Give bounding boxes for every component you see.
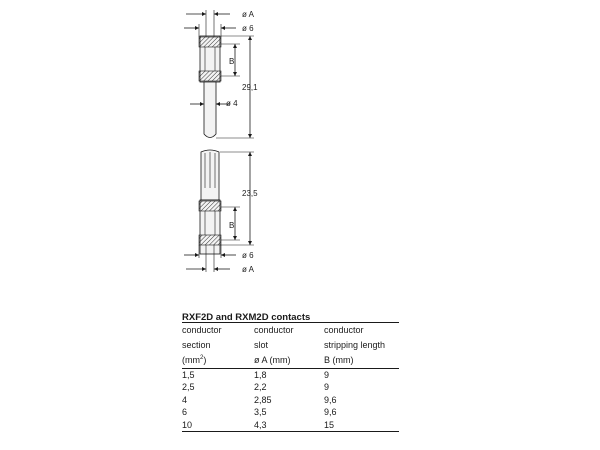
cell: 2,5 bbox=[182, 382, 195, 393]
header-cell: ø A (mm) bbox=[254, 353, 324, 369]
bottom-collar bbox=[199, 71, 221, 81]
header-row bbox=[182, 323, 399, 339]
header-cell: conductor bbox=[182, 323, 254, 339]
dim-male-b: B bbox=[229, 57, 235, 66]
dim-male-length: 29,1 bbox=[242, 83, 258, 92]
cell: 1,5 bbox=[182, 370, 195, 380]
dim-female-length: 23,5 bbox=[242, 189, 258, 198]
cell: 3,5 bbox=[254, 407, 267, 418]
female-contact bbox=[199, 150, 221, 254]
cell: 9,6 bbox=[324, 394, 337, 405]
socket-top-collar bbox=[199, 201, 221, 211]
header-row bbox=[182, 353, 399, 369]
header-cell: stripping length bbox=[324, 340, 386, 350]
dim-male-dia-6: ø 6 bbox=[242, 24, 254, 33]
cell: 2,2 bbox=[254, 382, 267, 393]
cell: 2,85 bbox=[254, 394, 272, 405]
dim-female-b: B bbox=[229, 221, 235, 230]
dim-female-dia-6: ø 6 bbox=[242, 251, 254, 260]
table-title: RXF2D and RXM2D contacts bbox=[182, 312, 311, 323]
header-row bbox=[182, 338, 399, 353]
header-cell: conductor bbox=[324, 323, 399, 339]
cell: 9,6 bbox=[324, 407, 337, 418]
cell: 10 bbox=[182, 419, 254, 432]
table-row bbox=[182, 369, 399, 382]
male-contact bbox=[199, 36, 221, 138]
table-row bbox=[182, 381, 399, 393]
cell: 9 bbox=[324, 382, 330, 393]
cell: 15 bbox=[324, 419, 399, 432]
header-cell: slot bbox=[254, 340, 269, 350]
cell: 4 bbox=[182, 394, 188, 405]
header-cell-unit: $(mm^2)$ bbox=[182, 353, 254, 369]
table-row bbox=[182, 419, 399, 432]
dim-female-dia-a: ø A bbox=[242, 265, 255, 274]
cell: 1,8 bbox=[254, 370, 267, 380]
dim-male-dia-4: ø 4 bbox=[226, 99, 238, 108]
table-row bbox=[182, 406, 399, 418]
socket-bottom-collar bbox=[199, 235, 221, 245]
top-collar bbox=[199, 37, 221, 47]
table-row bbox=[182, 394, 399, 406]
dim-male-dia-a: ø A bbox=[242, 10, 255, 19]
header-cell: section bbox=[182, 340, 211, 350]
contacts-table bbox=[182, 322, 399, 432]
female-dimensions bbox=[184, 152, 258, 274]
cell: 9 bbox=[324, 370, 330, 380]
header-cell: conductor bbox=[254, 323, 324, 339]
pin bbox=[204, 82, 216, 138]
cell: 4,3 bbox=[254, 419, 324, 432]
header-cell: B (mm) bbox=[324, 353, 399, 369]
cell: 6 bbox=[182, 407, 188, 418]
